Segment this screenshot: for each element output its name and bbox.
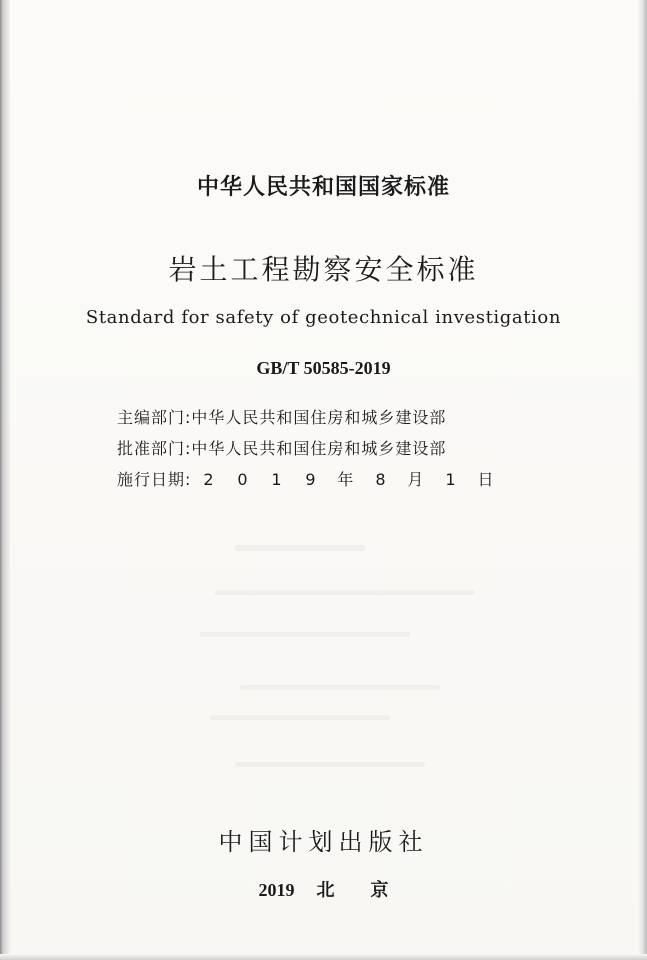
approver-value: 中华人民共和国住房和城乡建设部 [191,439,447,458]
page-edge-left [0,0,10,960]
bleed-through-mark [200,632,410,637]
date-month: 8 [375,470,386,489]
city-char: 北 [316,880,335,900]
bleed-through-mark [235,545,365,551]
standard-code: GB/T 50585-2019 [256,358,391,378]
editor-value: 中华人民共和国住房和城乡建设部 [191,408,447,427]
date-year-digit: 0 [237,470,248,489]
editor-row [117,405,446,428]
bleed-through-mark [240,685,440,690]
standard-series: 中华人民共和国国家标准 [196,175,450,200]
date-year-digit: 2 [203,470,214,489]
city-char: 京 [370,880,389,900]
chinese-title: 岩土工程勘察安全标准 [168,253,479,286]
date-label: 施行日期: [117,470,192,489]
publication-year: 2019 [258,880,295,900]
date-year-unit: 年 [337,470,354,489]
effective-date-row [117,467,503,490]
approver-label: 批准部门: [117,439,192,458]
bleed-through-mark [210,715,390,720]
page-edge-bottom [0,954,647,960]
bleed-through-mark [235,762,425,767]
date-day: 1 [445,470,456,489]
date-year-digit: 1 [271,470,282,489]
date-month-unit: 月 [407,470,424,489]
publication-place [0,876,647,902]
date-year-digit: 9 [305,470,316,489]
approver-row [117,436,446,459]
bleed-through-mark [215,590,475,595]
date-day-unit: 日 [477,470,494,489]
editor-label: 主编部门: [117,408,192,427]
publisher-name: 中国计划出版社 [218,828,429,856]
page-edge-right [638,0,647,960]
english-title: Standard for safety of geotechnical investigation [85,307,562,328]
